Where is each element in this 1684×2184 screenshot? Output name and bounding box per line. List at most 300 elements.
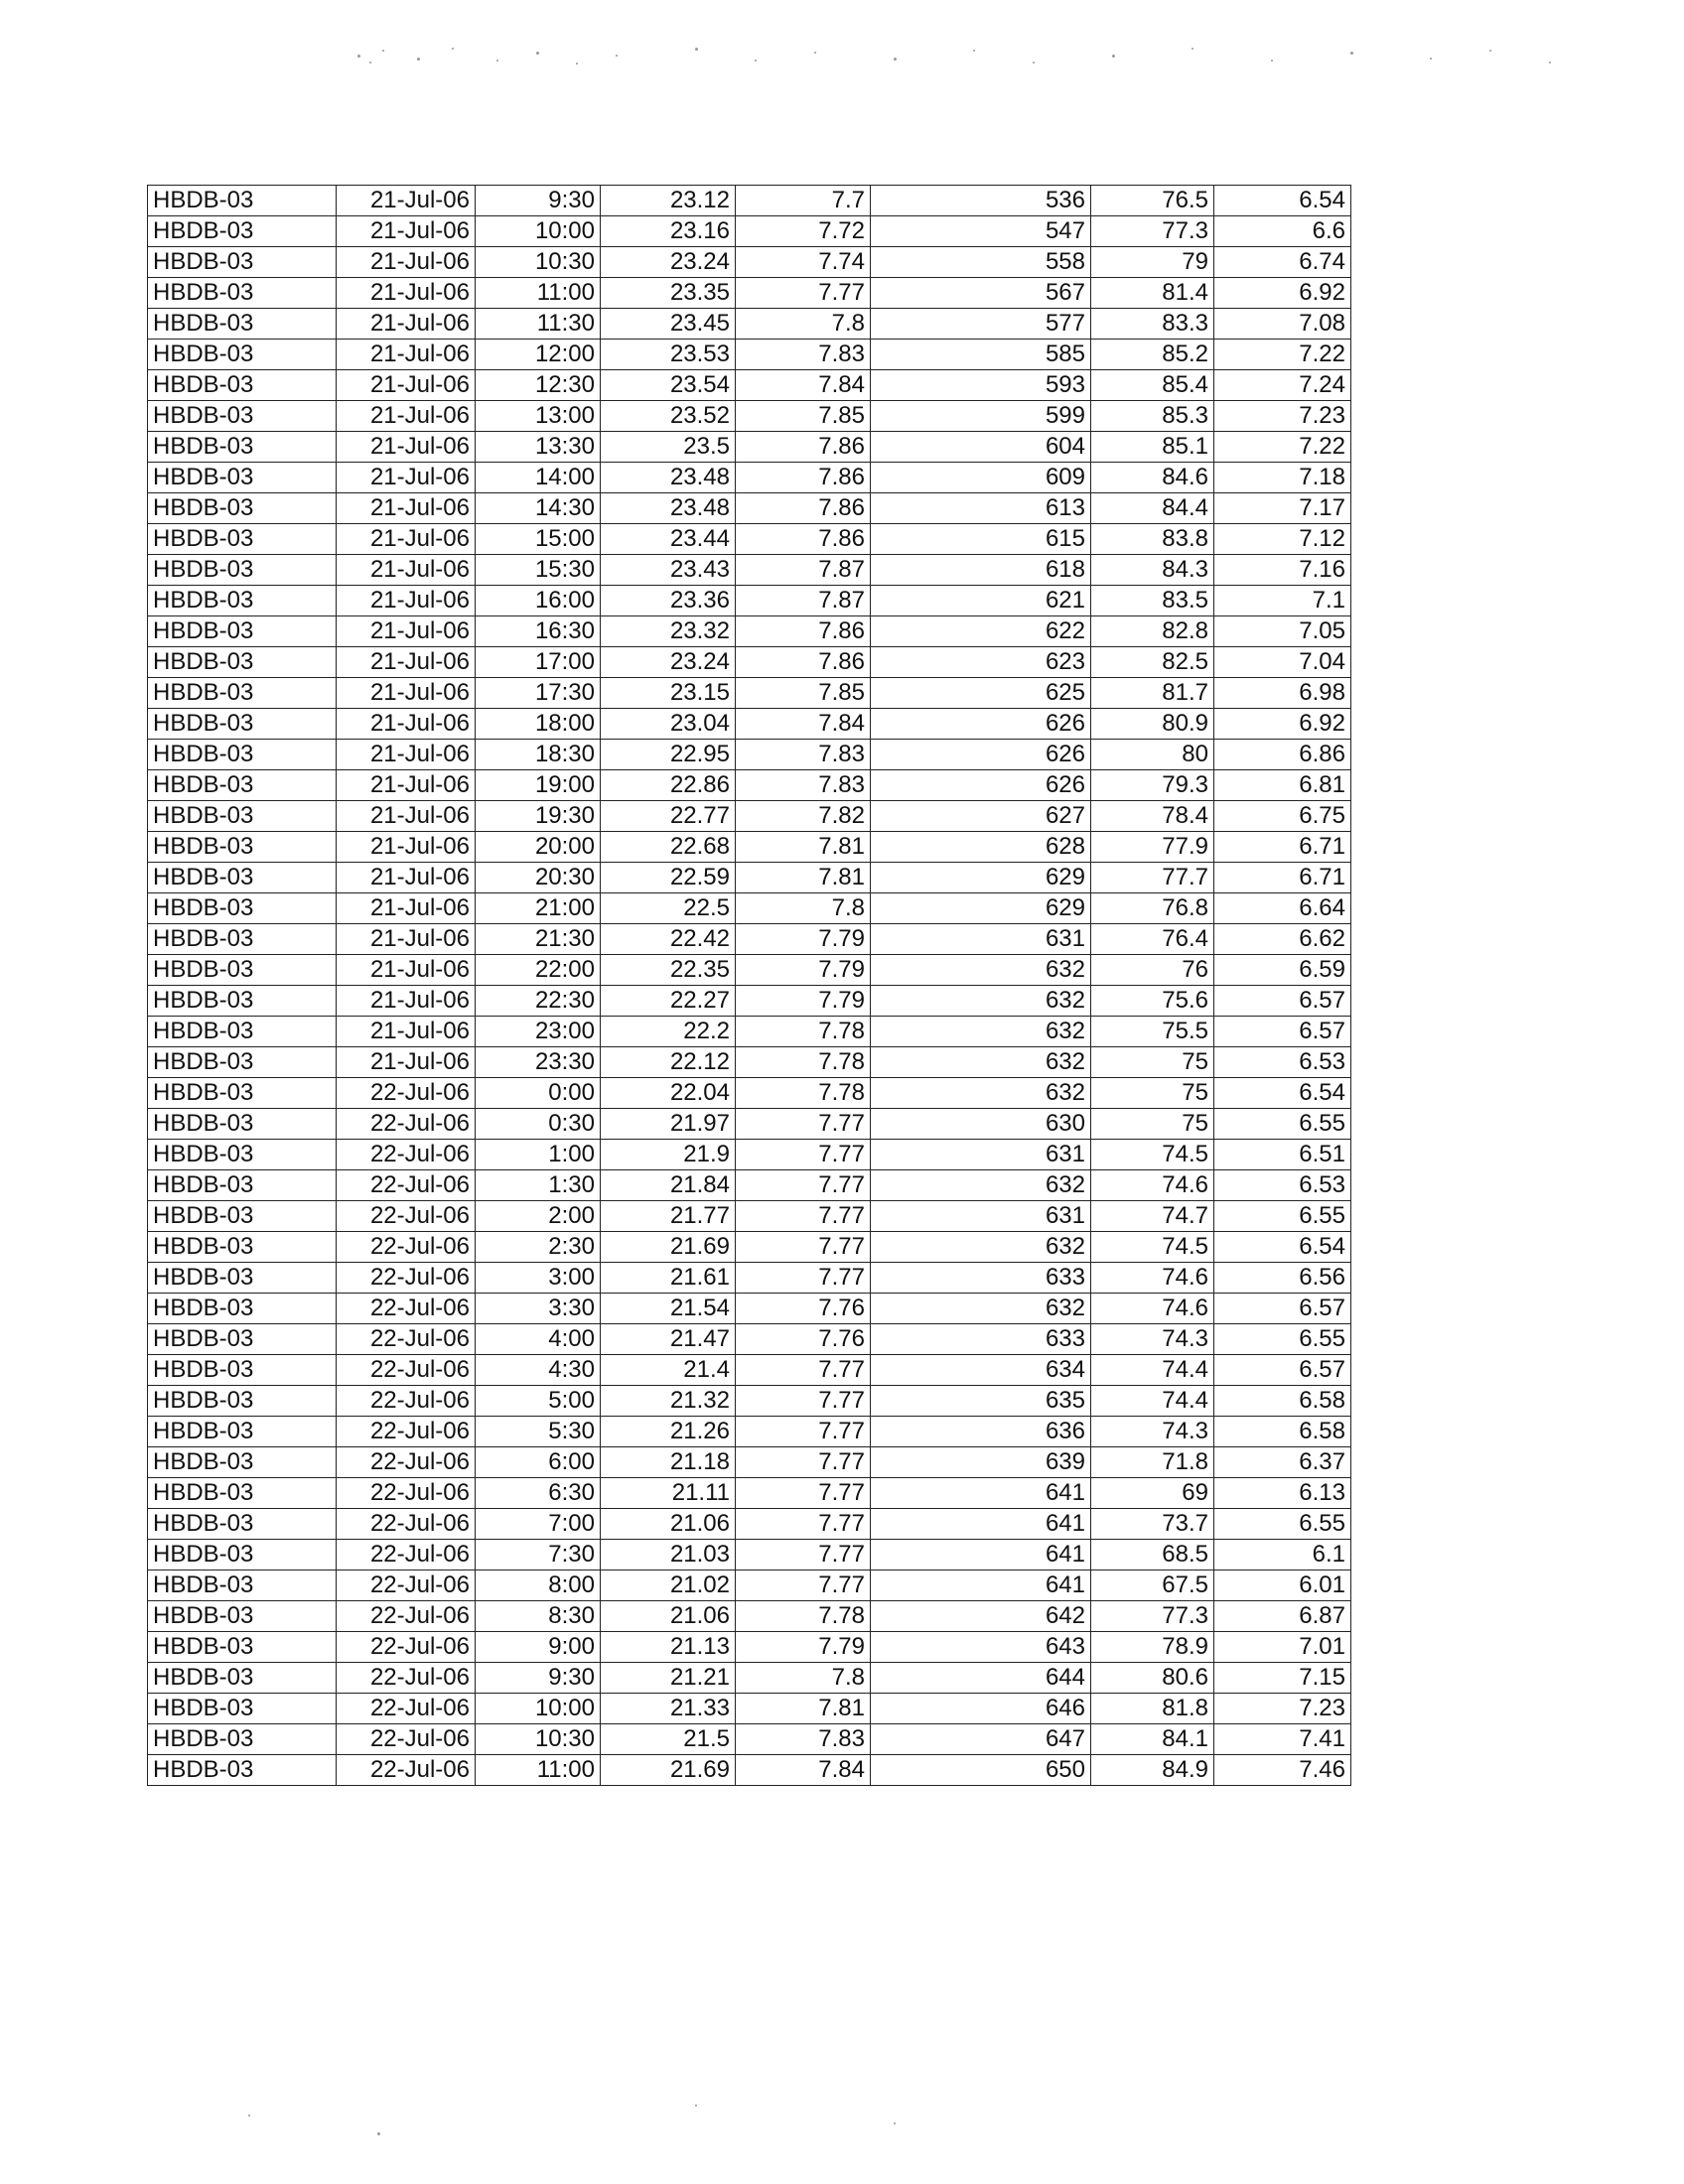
value-cell-1: 21.9 xyxy=(601,1140,736,1170)
value-cell-4: 73.7 xyxy=(1091,1509,1214,1540)
value-cell-4: 85.3 xyxy=(1091,401,1214,432)
value-cell-3: 632 xyxy=(871,1047,1091,1078)
site-cell: HBDB-03 xyxy=(148,216,337,247)
site-cell: HBDB-03 xyxy=(148,1170,337,1201)
value-cell-4: 68.5 xyxy=(1091,1540,1214,1570)
site-cell: HBDB-03 xyxy=(148,955,337,986)
value-cell-1: 23.48 xyxy=(601,463,736,493)
table-row xyxy=(148,340,1351,370)
date-cell: 22-Jul-06 xyxy=(337,1140,476,1170)
scan-speck xyxy=(1271,60,1273,62)
value-cell-2: 7.8 xyxy=(736,893,871,924)
site-cell: HBDB-03 xyxy=(148,370,337,401)
value-cell-3: 631 xyxy=(871,924,1091,955)
value-cell-1: 21.03 xyxy=(601,1540,736,1570)
table-row xyxy=(148,647,1351,678)
value-cell-3: 604 xyxy=(871,432,1091,463)
value-cell-4: 71.8 xyxy=(1091,1447,1214,1478)
value-cell-3: 615 xyxy=(871,524,1091,555)
table-row xyxy=(148,309,1351,340)
scan-speck xyxy=(452,48,454,50)
value-cell-5: 6.57 xyxy=(1214,1294,1351,1324)
value-cell-4: 83.8 xyxy=(1091,524,1214,555)
value-cell-2: 7.79 xyxy=(736,986,871,1017)
value-cell-2: 7.76 xyxy=(736,1294,871,1324)
scan-speck xyxy=(695,48,698,51)
table-row xyxy=(148,1478,1351,1509)
date-cell: 21-Jul-06 xyxy=(337,955,476,986)
value-cell-3: 631 xyxy=(871,1140,1091,1170)
table-row xyxy=(148,678,1351,709)
value-cell-3: 623 xyxy=(871,647,1091,678)
time-cell: 6:00 xyxy=(476,1447,601,1478)
time-cell: 2:00 xyxy=(476,1201,601,1232)
time-cell: 7:00 xyxy=(476,1509,601,1540)
site-cell: HBDB-03 xyxy=(148,770,337,801)
site-cell: HBDB-03 xyxy=(148,1417,337,1447)
table-row xyxy=(148,463,1351,493)
value-cell-1: 21.06 xyxy=(601,1601,736,1632)
table-row xyxy=(148,524,1351,555)
value-cell-2: 7.86 xyxy=(736,493,871,524)
value-cell-3: 644 xyxy=(871,1663,1091,1694)
value-cell-4: 84.4 xyxy=(1091,493,1214,524)
table-row xyxy=(148,1601,1351,1632)
table-row xyxy=(148,1263,1351,1294)
table-row xyxy=(148,1017,1351,1047)
value-cell-5: 6.54 xyxy=(1214,186,1351,216)
value-cell-1: 21.47 xyxy=(601,1324,736,1355)
value-cell-3: 639 xyxy=(871,1447,1091,1478)
value-cell-5: 6.56 xyxy=(1214,1263,1351,1294)
site-cell: HBDB-03 xyxy=(148,832,337,863)
value-cell-3: 599 xyxy=(871,401,1091,432)
value-cell-2: 7.72 xyxy=(736,216,871,247)
site-cell: HBDB-03 xyxy=(148,432,337,463)
value-cell-2: 7.8 xyxy=(736,309,871,340)
value-cell-4: 80.9 xyxy=(1091,709,1214,740)
scan-speck xyxy=(369,62,371,64)
value-cell-5: 6.53 xyxy=(1214,1170,1351,1201)
value-cell-5: 6.98 xyxy=(1214,678,1351,709)
date-cell: 22-Jul-06 xyxy=(337,1447,476,1478)
value-cell-3: 650 xyxy=(871,1755,1091,1786)
table-row xyxy=(148,1201,1351,1232)
site-cell: HBDB-03 xyxy=(148,1724,337,1755)
value-cell-1: 23.32 xyxy=(601,616,736,647)
value-cell-1: 21.97 xyxy=(601,1109,736,1140)
date-cell: 21-Jul-06 xyxy=(337,801,476,832)
site-cell: HBDB-03 xyxy=(148,1294,337,1324)
value-cell-3: 629 xyxy=(871,893,1091,924)
value-cell-2: 7.86 xyxy=(736,616,871,647)
value-cell-1: 22.2 xyxy=(601,1017,736,1047)
table-row xyxy=(148,1109,1351,1140)
value-cell-5: 6.71 xyxy=(1214,863,1351,893)
value-cell-4: 74.5 xyxy=(1091,1232,1214,1263)
value-cell-3: 642 xyxy=(871,1601,1091,1632)
value-cell-4: 77.9 xyxy=(1091,832,1214,863)
time-cell: 23:30 xyxy=(476,1047,601,1078)
value-cell-2: 7.87 xyxy=(736,586,871,616)
value-cell-2: 7.85 xyxy=(736,678,871,709)
value-cell-4: 84.1 xyxy=(1091,1724,1214,1755)
value-cell-4: 76.5 xyxy=(1091,186,1214,216)
scan-speck xyxy=(755,60,757,62)
date-cell: 22-Jul-06 xyxy=(337,1078,476,1109)
value-cell-3: 627 xyxy=(871,801,1091,832)
time-cell: 19:00 xyxy=(476,770,601,801)
date-cell: 22-Jul-06 xyxy=(337,1724,476,1755)
value-cell-5: 6.55 xyxy=(1214,1201,1351,1232)
time-cell: 20:00 xyxy=(476,832,601,863)
date-cell: 22-Jul-06 xyxy=(337,1201,476,1232)
value-cell-3: 630 xyxy=(871,1109,1091,1140)
value-cell-5: 6.71 xyxy=(1214,832,1351,863)
date-cell: 22-Jul-06 xyxy=(337,1509,476,1540)
value-cell-4: 81.7 xyxy=(1091,678,1214,709)
date-cell: 22-Jul-06 xyxy=(337,1755,476,1786)
value-cell-5: 6.37 xyxy=(1214,1447,1351,1478)
value-cell-4: 75.6 xyxy=(1091,986,1214,1017)
value-cell-2: 7.77 xyxy=(736,1201,871,1232)
table-row xyxy=(148,1724,1351,1755)
site-cell: HBDB-03 xyxy=(148,1140,337,1170)
value-cell-3: 646 xyxy=(871,1694,1091,1724)
date-cell: 21-Jul-06 xyxy=(337,832,476,863)
site-cell: HBDB-03 xyxy=(148,1324,337,1355)
table-row xyxy=(148,986,1351,1017)
time-cell: 11:00 xyxy=(476,278,601,309)
date-cell: 21-Jul-06 xyxy=(337,647,476,678)
date-cell: 22-Jul-06 xyxy=(337,1601,476,1632)
value-cell-1: 21.61 xyxy=(601,1263,736,1294)
scan-speck xyxy=(1350,52,1353,55)
value-cell-1: 23.36 xyxy=(601,586,736,616)
date-cell: 21-Jul-06 xyxy=(337,309,476,340)
value-cell-4: 84.6 xyxy=(1091,463,1214,493)
value-cell-3: 567 xyxy=(871,278,1091,309)
value-cell-5: 7.23 xyxy=(1214,401,1351,432)
value-cell-5: 6.92 xyxy=(1214,709,1351,740)
time-cell: 12:00 xyxy=(476,340,601,370)
value-cell-4: 75.5 xyxy=(1091,1017,1214,1047)
site-cell: HBDB-03 xyxy=(148,986,337,1017)
site-cell: HBDB-03 xyxy=(148,924,337,955)
value-cell-1: 21.33 xyxy=(601,1694,736,1724)
value-cell-4: 75 xyxy=(1091,1109,1214,1140)
time-cell: 13:30 xyxy=(476,432,601,463)
value-cell-1: 23.52 xyxy=(601,401,736,432)
site-cell: HBDB-03 xyxy=(148,1755,337,1786)
site-cell: HBDB-03 xyxy=(148,1601,337,1632)
time-cell: 4:30 xyxy=(476,1355,601,1386)
site-cell: HBDB-03 xyxy=(148,1201,337,1232)
value-cell-3: 632 xyxy=(871,1017,1091,1047)
value-cell-4: 78.4 xyxy=(1091,801,1214,832)
time-cell: 1:30 xyxy=(476,1170,601,1201)
time-cell: 3:00 xyxy=(476,1263,601,1294)
value-cell-2: 7.84 xyxy=(736,1755,871,1786)
value-cell-1: 21.69 xyxy=(601,1232,736,1263)
value-cell-4: 74.5 xyxy=(1091,1140,1214,1170)
site-cell: HBDB-03 xyxy=(148,616,337,647)
value-cell-1: 21.69 xyxy=(601,1755,736,1786)
value-cell-4: 74.7 xyxy=(1091,1201,1214,1232)
value-cell-1: 23.5 xyxy=(601,432,736,463)
date-cell: 21-Jul-06 xyxy=(337,986,476,1017)
value-cell-1: 22.59 xyxy=(601,863,736,893)
date-cell: 22-Jul-06 xyxy=(337,1170,476,1201)
site-cell: HBDB-03 xyxy=(148,1694,337,1724)
value-cell-4: 76.4 xyxy=(1091,924,1214,955)
date-cell: 22-Jul-06 xyxy=(337,1386,476,1417)
site-cell: HBDB-03 xyxy=(148,740,337,770)
date-cell: 21-Jul-06 xyxy=(337,247,476,278)
table-row xyxy=(148,186,1351,216)
value-cell-4: 76.8 xyxy=(1091,893,1214,924)
value-cell-1: 21.26 xyxy=(601,1417,736,1447)
value-cell-4: 74.6 xyxy=(1091,1263,1214,1294)
value-cell-5: 6.75 xyxy=(1214,801,1351,832)
site-cell: HBDB-03 xyxy=(148,893,337,924)
value-cell-1: 22.04 xyxy=(601,1078,736,1109)
value-cell-3: 647 xyxy=(871,1724,1091,1755)
value-cell-2: 7.81 xyxy=(736,832,871,863)
site-cell: HBDB-03 xyxy=(148,1109,337,1140)
date-cell: 21-Jul-06 xyxy=(337,493,476,524)
value-cell-3: 632 xyxy=(871,1232,1091,1263)
date-cell: 21-Jul-06 xyxy=(337,1047,476,1078)
site-cell: HBDB-03 xyxy=(148,1447,337,1478)
value-cell-2: 7.85 xyxy=(736,401,871,432)
value-cell-4: 74.6 xyxy=(1091,1294,1214,1324)
scan-speck xyxy=(1549,62,1551,64)
value-cell-4: 75 xyxy=(1091,1047,1214,1078)
site-cell: HBDB-03 xyxy=(148,1478,337,1509)
site-cell: HBDB-03 xyxy=(148,1386,337,1417)
value-cell-2: 7.77 xyxy=(736,1109,871,1140)
scan-speck xyxy=(1192,48,1193,50)
time-cell: 9:30 xyxy=(476,1663,601,1694)
time-cell: 5:00 xyxy=(476,1386,601,1417)
table-row xyxy=(148,216,1351,247)
value-cell-5: 6.57 xyxy=(1214,986,1351,1017)
table-row xyxy=(148,955,1351,986)
time-cell: 9:30 xyxy=(476,186,601,216)
value-cell-2: 7.77 xyxy=(736,1447,871,1478)
value-cell-3: 631 xyxy=(871,1201,1091,1232)
value-cell-4: 76 xyxy=(1091,955,1214,986)
value-cell-2: 7.83 xyxy=(736,340,871,370)
value-cell-1: 22.77 xyxy=(601,801,736,832)
site-cell: HBDB-03 xyxy=(148,863,337,893)
table-row xyxy=(148,370,1351,401)
value-cell-5: 7.18 xyxy=(1214,463,1351,493)
scan-speck xyxy=(616,55,618,57)
table-row xyxy=(148,709,1351,740)
site-cell: HBDB-03 xyxy=(148,309,337,340)
date-cell: 21-Jul-06 xyxy=(337,770,476,801)
table-row xyxy=(148,1663,1351,1694)
value-cell-3: 633 xyxy=(871,1263,1091,1294)
value-cell-5: 6.54 xyxy=(1214,1232,1351,1263)
value-cell-3: 634 xyxy=(871,1355,1091,1386)
date-cell: 22-Jul-06 xyxy=(337,1294,476,1324)
time-cell: 10:30 xyxy=(476,247,601,278)
date-cell: 22-Jul-06 xyxy=(337,1232,476,1263)
value-cell-2: 7.77 xyxy=(736,1386,871,1417)
value-cell-2: 7.78 xyxy=(736,1601,871,1632)
value-cell-2: 7.7 xyxy=(736,186,871,216)
value-cell-5: 6.57 xyxy=(1214,1017,1351,1047)
value-cell-2: 7.77 xyxy=(736,1417,871,1447)
value-cell-3: 622 xyxy=(871,616,1091,647)
value-cell-4: 78.9 xyxy=(1091,1632,1214,1663)
value-cell-3: 632 xyxy=(871,1294,1091,1324)
table-row xyxy=(148,401,1351,432)
value-cell-5: 6.01 xyxy=(1214,1570,1351,1601)
time-cell: 10:00 xyxy=(476,216,601,247)
value-cell-1: 23.16 xyxy=(601,216,736,247)
table-row xyxy=(148,1694,1351,1724)
value-cell-2: 7.78 xyxy=(736,1047,871,1078)
time-cell: 17:30 xyxy=(476,678,601,709)
scan-speck xyxy=(1489,50,1491,52)
time-cell: 15:00 xyxy=(476,524,601,555)
value-cell-2: 7.86 xyxy=(736,647,871,678)
time-cell: 21:00 xyxy=(476,893,601,924)
site-cell: HBDB-03 xyxy=(148,278,337,309)
value-cell-3: 643 xyxy=(871,1632,1091,1663)
scan-speck xyxy=(382,50,384,52)
value-cell-5: 7.22 xyxy=(1214,432,1351,463)
value-cell-2: 7.86 xyxy=(736,524,871,555)
table-row xyxy=(148,1047,1351,1078)
value-cell-3: 632 xyxy=(871,986,1091,1017)
value-cell-4: 84.9 xyxy=(1091,1755,1214,1786)
time-cell: 10:30 xyxy=(476,1724,601,1755)
value-cell-4: 84.3 xyxy=(1091,555,1214,586)
scan-speck xyxy=(536,52,539,55)
value-cell-2: 7.79 xyxy=(736,955,871,986)
value-cell-5: 7.16 xyxy=(1214,555,1351,586)
table-row xyxy=(148,1324,1351,1355)
table-row xyxy=(148,1170,1351,1201)
value-cell-4: 75 xyxy=(1091,1078,1214,1109)
time-cell: 16:00 xyxy=(476,586,601,616)
table-row xyxy=(148,1540,1351,1570)
scan-speck xyxy=(248,2115,250,2116)
value-cell-1: 21.77 xyxy=(601,1201,736,1232)
table-row xyxy=(148,893,1351,924)
value-cell-2: 7.79 xyxy=(736,924,871,955)
date-cell: 21-Jul-06 xyxy=(337,863,476,893)
value-cell-1: 22.12 xyxy=(601,1047,736,1078)
date-cell: 21-Jul-06 xyxy=(337,1017,476,1047)
site-cell: HBDB-03 xyxy=(148,340,337,370)
date-cell: 22-Jul-06 xyxy=(337,1263,476,1294)
time-cell: 4:00 xyxy=(476,1324,601,1355)
value-cell-1: 22.42 xyxy=(601,924,736,955)
site-cell: HBDB-03 xyxy=(148,1047,337,1078)
scan-speck xyxy=(496,60,498,62)
value-cell-2: 7.77 xyxy=(736,1140,871,1170)
value-cell-2: 7.77 xyxy=(736,1170,871,1201)
value-cell-5: 6.6 xyxy=(1214,216,1351,247)
value-cell-5: 6.13 xyxy=(1214,1478,1351,1509)
date-cell: 21-Jul-06 xyxy=(337,924,476,955)
date-cell: 21-Jul-06 xyxy=(337,740,476,770)
time-cell: 13:00 xyxy=(476,401,601,432)
value-cell-3: 609 xyxy=(871,463,1091,493)
value-cell-5: 7.04 xyxy=(1214,647,1351,678)
value-cell-1: 21.18 xyxy=(601,1447,736,1478)
table-row xyxy=(148,1078,1351,1109)
table-row xyxy=(148,278,1351,309)
site-cell: HBDB-03 xyxy=(148,1509,337,1540)
value-cell-5: 7.23 xyxy=(1214,1694,1351,1724)
value-cell-2: 7.79 xyxy=(736,1632,871,1663)
site-cell: HBDB-03 xyxy=(148,1570,337,1601)
scan-speck xyxy=(357,55,360,58)
value-cell-2: 7.77 xyxy=(736,1478,871,1509)
value-cell-5: 7.41 xyxy=(1214,1724,1351,1755)
value-cell-2: 7.77 xyxy=(736,278,871,309)
time-cell: 7:30 xyxy=(476,1540,601,1570)
value-cell-4: 83.5 xyxy=(1091,586,1214,616)
site-cell: HBDB-03 xyxy=(148,555,337,586)
table-row xyxy=(148,1386,1351,1417)
value-cell-3: 635 xyxy=(871,1386,1091,1417)
value-cell-3: 593 xyxy=(871,370,1091,401)
time-cell: 11:00 xyxy=(476,1755,601,1786)
value-cell-2: 7.74 xyxy=(736,247,871,278)
date-cell: 22-Jul-06 xyxy=(337,1663,476,1694)
value-cell-4: 85.2 xyxy=(1091,340,1214,370)
value-cell-3: 613 xyxy=(871,493,1091,524)
table-row xyxy=(148,832,1351,863)
value-cell-3: 628 xyxy=(871,832,1091,863)
value-cell-5: 6.74 xyxy=(1214,247,1351,278)
table-row xyxy=(148,1755,1351,1786)
time-cell: 1:00 xyxy=(476,1140,601,1170)
value-cell-1: 23.24 xyxy=(601,647,736,678)
value-cell-5: 6.64 xyxy=(1214,893,1351,924)
site-cell: HBDB-03 xyxy=(148,1078,337,1109)
time-cell: 9:00 xyxy=(476,1632,601,1663)
value-cell-3: 626 xyxy=(871,740,1091,770)
value-cell-5: 6.58 xyxy=(1214,1417,1351,1447)
time-cell: 8:30 xyxy=(476,1601,601,1632)
date-cell: 21-Jul-06 xyxy=(337,616,476,647)
table-row xyxy=(148,493,1351,524)
value-cell-1: 21.32 xyxy=(601,1386,736,1417)
scan-speck xyxy=(1112,55,1115,58)
value-cell-5: 6.1 xyxy=(1214,1540,1351,1570)
scan-speck xyxy=(894,58,897,61)
value-cell-2: 7.77 xyxy=(736,1263,871,1294)
date-cell: 22-Jul-06 xyxy=(337,1417,476,1447)
site-cell: HBDB-03 xyxy=(148,647,337,678)
time-cell: 0:30 xyxy=(476,1109,601,1140)
date-cell: 22-Jul-06 xyxy=(337,1540,476,1570)
value-cell-5: 7.05 xyxy=(1214,616,1351,647)
value-cell-4: 77.7 xyxy=(1091,863,1214,893)
time-cell: 16:30 xyxy=(476,616,601,647)
date-cell: 22-Jul-06 xyxy=(337,1694,476,1724)
value-cell-5: 7.15 xyxy=(1214,1663,1351,1694)
